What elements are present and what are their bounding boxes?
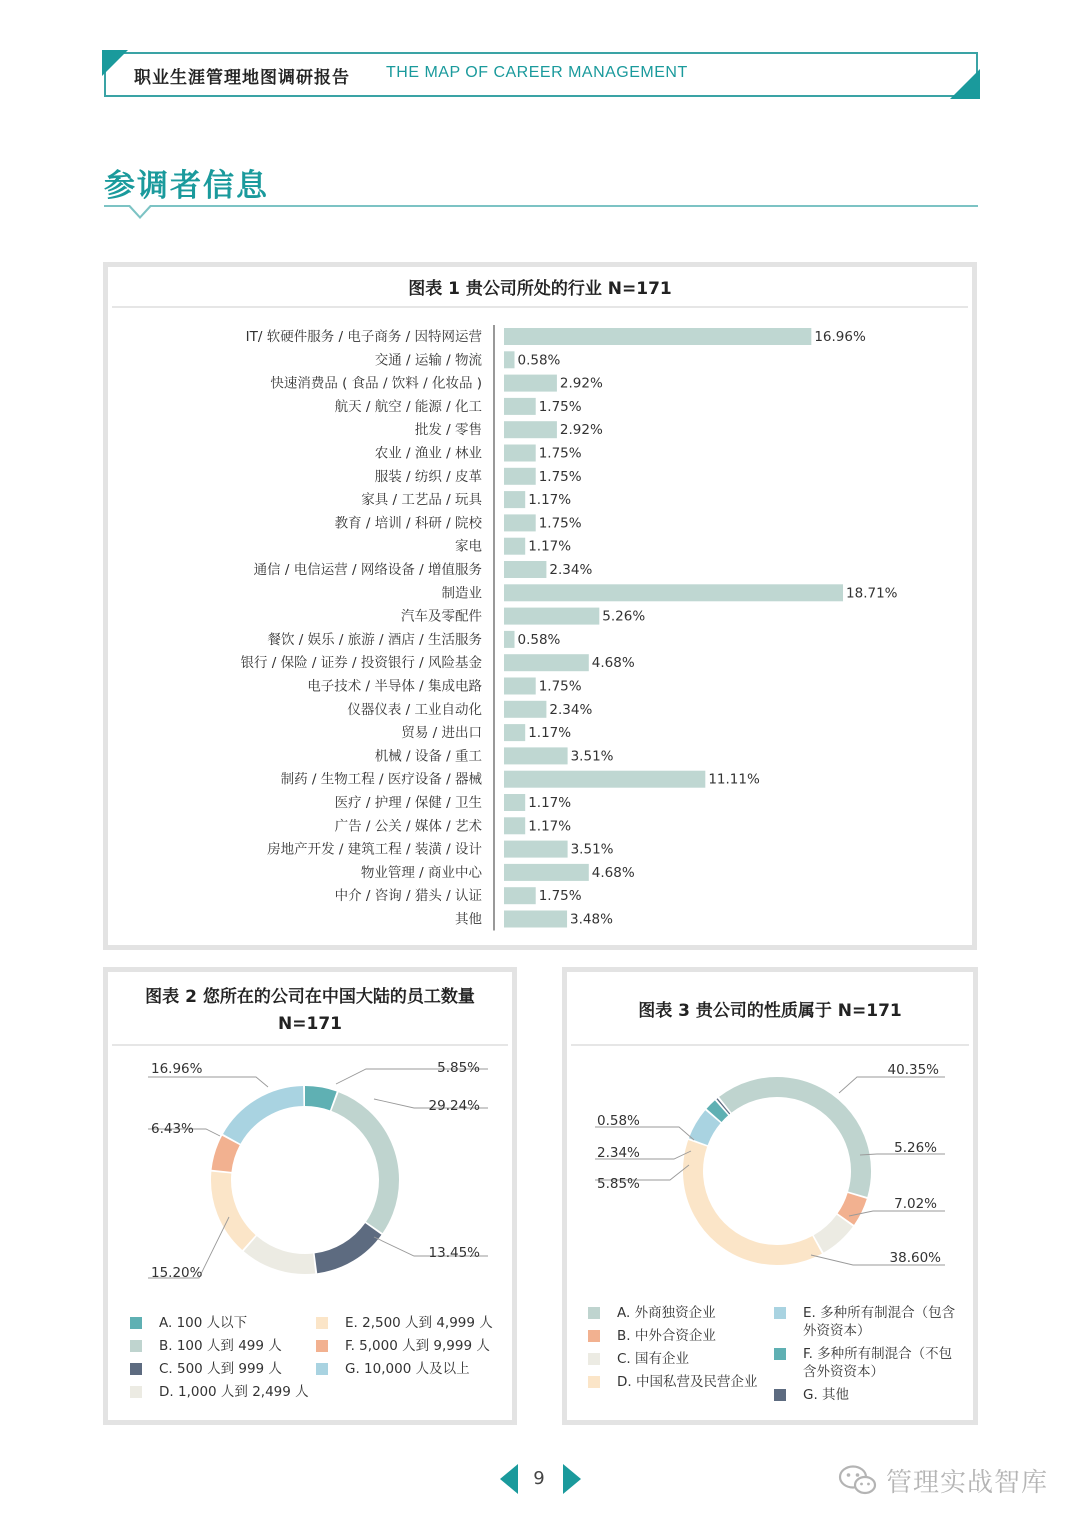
chart1-bar	[504, 631, 515, 648]
chart1-category-label: 制药 / 生物工程 / 医疗设备 / 器械	[280, 771, 482, 788]
section-title: 参调者信息	[104, 168, 269, 204]
chart1-value-label: 1.75%	[538, 678, 582, 695]
chart3-data-label: 40.35%	[887, 1062, 939, 1078]
chart1-bar	[504, 351, 515, 368]
chart1-value-label: 4.68%	[591, 864, 635, 881]
chart1-value-label: 1.75%	[538, 515, 582, 532]
chart2-data-label: 13.45%	[428, 1245, 480, 1261]
chart3-legend-swatch	[588, 1330, 600, 1342]
chart1-bar	[504, 747, 568, 764]
chart2-legend-item	[316, 1314, 493, 1332]
chart1-bar	[504, 864, 589, 881]
chart1-value-label: 1.75%	[538, 398, 582, 415]
chart1-value-label: 0.58%	[517, 631, 561, 648]
chart1-value-label: 2.34%	[549, 562, 593, 578]
chart2-data-label: 15.20%	[151, 1265, 203, 1281]
chart1-bar	[504, 771, 705, 788]
header-corner-right	[950, 69, 980, 99]
chart3-legend-swatch	[774, 1307, 786, 1319]
chart1-value-label: 11.11%	[708, 771, 760, 788]
wechat-icon	[838, 1464, 878, 1496]
previous-page-arrow-icon[interactable]	[500, 1464, 518, 1494]
chart2-legend-item	[130, 1337, 282, 1355]
chart1-bar-chart	[108, 267, 972, 945]
chart3-data-label: 7.02%	[894, 1196, 937, 1212]
chart3-legend-item	[588, 1350, 689, 1368]
chart1-value-label: 1.17%	[528, 818, 572, 835]
chart1-value-label: 2.34%	[549, 701, 593, 718]
chart1-category-label: 广告 / 公关 / 媒体 / 艺术	[334, 818, 482, 835]
chart3-data-label: 5.26%	[894, 1140, 937, 1156]
chart1-bar	[504, 561, 546, 578]
chart3-legend-item	[774, 1304, 955, 1340]
chart3-legend-label: D. 中国私营及民营企业	[617, 1374, 758, 1390]
chart2-legend-item	[316, 1360, 470, 1378]
chart2-legend-item	[130, 1383, 309, 1401]
chart1-category-label: 通信 / 电信运营 / 网络设备 / 增值服务	[253, 562, 482, 578]
chart2-legend-label: B. 100 人到 499 人	[159, 1338, 282, 1354]
chart1-value-label: 18.71%	[846, 585, 898, 602]
section-divider-notch	[128, 206, 152, 219]
chart1-value-label: 5.26%	[602, 608, 646, 625]
chart1-value-label: 1.75%	[538, 888, 582, 905]
chart2-title-line1: 图表 2 您所在的公司在中国大陆的员工数量	[145, 987, 475, 1007]
header-title-cn: 职业生涯管理地图调研报告	[134, 68, 350, 88]
chart1-category-label: IT/ 软硬件服务 / 电子商务 / 因特网运营	[245, 329, 482, 345]
chart1-category-label: 农业 / 渔业 / 林业	[374, 445, 482, 462]
chart1-value-label: 3.51%	[570, 841, 614, 858]
chart1-category-label: 批发 / 零售	[414, 422, 482, 439]
chart2-legend-item	[130, 1314, 247, 1332]
chart1-category-label: 贸易 / 进出口	[401, 725, 482, 742]
chart1-category-label: 家具 / 工艺品 / 玩具	[361, 492, 482, 509]
chart3-legend-label: E. 多种所有制混合（包含 外资资本）	[803, 1305, 956, 1339]
chart1-bar	[504, 911, 567, 928]
chart1-bar	[504, 514, 536, 531]
chart1-category-label: 其他	[455, 911, 482, 928]
chart2-legend-item	[316, 1337, 490, 1355]
chart1-bar	[504, 421, 557, 438]
section-divider	[104, 205, 978, 207]
header-corner-left	[102, 50, 128, 76]
chart2-legend-label: G. 10,000 人及以上	[345, 1361, 470, 1377]
chart2-legend-label: D. 1,000 人到 2,499 人	[159, 1384, 309, 1400]
chart3-data-label: 38.60%	[889, 1250, 941, 1266]
chart2-legend	[108, 972, 512, 1420]
chart1-category-label: 仪器仪表 / 工业自动化	[347, 701, 482, 718]
chart2-legend-swatch	[130, 1363, 142, 1375]
chart3-legend-item	[774, 1345, 952, 1381]
chart1-category-label: 服装 / 纺织 / 皮革	[374, 468, 482, 485]
chart2-legend-swatch	[130, 1317, 142, 1329]
chart1-value-label: 1.17%	[528, 795, 572, 811]
chart1-bar	[504, 794, 525, 811]
chart1-category-label: 汽车及零配件	[401, 608, 482, 625]
watermark	[838, 1462, 1048, 1498]
chart1-bar	[504, 701, 546, 718]
chart3-data-label: 2.34%	[597, 1145, 640, 1161]
report-header	[104, 52, 978, 97]
chart1-bar	[504, 491, 525, 508]
chart3-legend-label: G. 其他	[803, 1387, 850, 1403]
chart2-data-label: 29.24%	[428, 1098, 480, 1114]
chart1-category-label: 制造业	[441, 585, 482, 602]
chart2-legend-swatch	[130, 1340, 142, 1352]
chart2-legend-swatch	[130, 1386, 142, 1398]
chart1-value-label: 3.51%	[570, 748, 614, 765]
chart1-category-label: 医疗 / 护理 / 保健 / 卫生	[334, 795, 482, 811]
chart1-bar	[504, 817, 525, 834]
chart1-bar	[504, 724, 525, 741]
chart1-value-label: 0.58%	[517, 352, 561, 369]
chart3-legend-label: F. 多种所有制混合（不包 含外资资本）	[803, 1346, 953, 1380]
chart1-value-label: 1.17%	[528, 538, 572, 555]
chart1-value-label: 1.75%	[538, 468, 582, 485]
page-number: 9	[533, 1468, 545, 1489]
chart2-data-label: 5.85%	[437, 1060, 480, 1076]
chart1-value-label: 16.96%	[814, 329, 866, 345]
chart1-bar	[504, 654, 589, 671]
chart1-category-label: 航天 / 航空 / 能源 / 化工	[334, 398, 482, 415]
chart2-legend-swatch	[316, 1340, 328, 1352]
chart1-category-label: 交通 / 运输 / 物流	[374, 352, 482, 369]
chart3-title: 图表 3 贵公司的性质属于 N=171	[638, 1001, 902, 1021]
chart3-data-label: 0.58%	[597, 1113, 640, 1129]
chart3-legend-label: A. 外商独资企业	[617, 1305, 716, 1321]
chart2-legend-label: F. 5,000 人到 9,999 人	[345, 1338, 490, 1354]
chart1-category-label: 家电	[455, 538, 482, 555]
chart1-value-label: 1.75%	[538, 445, 582, 462]
chart3-legend-item	[588, 1373, 757, 1391]
chart3-legend	[567, 972, 973, 1420]
chart1-bar	[504, 841, 568, 858]
chart3-legend-item	[588, 1304, 716, 1322]
chart3-legend-swatch	[774, 1389, 786, 1401]
chart1-bar	[504, 328, 811, 345]
chart1-category-label: 中介 / 咨询 / 猎头 / 认证	[334, 888, 482, 905]
chart1-bar	[504, 887, 536, 904]
chart3-data-label: 5.85%	[597, 1176, 640, 1192]
chart2-legend-item	[130, 1360, 282, 1378]
chart1-category-label: 电子技术 / 半导体 / 集成电路	[307, 678, 482, 695]
chart1-value-label: 2.92%	[559, 375, 603, 392]
next-page-arrow-icon[interactable]	[563, 1464, 581, 1494]
chart3-panel	[562, 967, 978, 1425]
chart1-bar	[504, 468, 536, 485]
chart2-title-line2: N=171	[278, 1014, 342, 1034]
chart2-legend-swatch	[316, 1363, 328, 1375]
chart1-category-label: 快速消费品 ( 食品 / 饮料 / 化妆品 )	[270, 375, 482, 392]
chart2-panel	[103, 967, 517, 1425]
chart1-value-label: 2.92%	[559, 422, 603, 439]
chart1-bar	[504, 584, 843, 601]
chart1-category-label: 机械 / 设备 / 重工	[374, 748, 482, 765]
chart1-category-label: 餐饮 / 娱乐 / 旅游 / 酒店 / 生活服务	[267, 631, 482, 648]
chart1-bar	[504, 375, 557, 392]
chart3-legend-swatch	[588, 1307, 600, 1319]
chart1-bar	[504, 398, 536, 415]
chart3-legend-label: B. 中外合资企业	[617, 1328, 716, 1344]
chart1-bar	[504, 538, 525, 555]
chart1-value-label: 1.17%	[528, 492, 572, 509]
chart3-legend-item	[588, 1327, 716, 1345]
chart1-category-label: 教育 / 培训 / 科研 / 院校	[334, 515, 482, 532]
chart1-bar	[504, 678, 536, 695]
chart2-legend-label: C. 500 人到 999 人	[159, 1361, 282, 1377]
chart2-data-label: 6.43%	[151, 1121, 194, 1137]
chart3-legend-swatch	[588, 1376, 600, 1388]
chart2-legend-label: E. 2,500 人到 4,999 人	[345, 1315, 493, 1331]
chart2-legend-label: A. 100 人以下	[159, 1315, 248, 1331]
chart3-legend-swatch	[774, 1348, 786, 1360]
chart1-panel	[103, 262, 977, 950]
chart1-category-label: 房地产开发 / 建筑工程 / 装潢 / 设计	[267, 841, 482, 858]
watermark-text: 管理实战智库	[886, 1467, 1049, 1498]
chart1-bar	[504, 445, 536, 462]
chart3-legend-label: C. 国有企业	[617, 1351, 690, 1367]
chart1-category-label: 物业管理 / 商业中心	[360, 864, 482, 881]
chart2-data-label: 16.96%	[151, 1061, 203, 1077]
chart1-bar	[504, 608, 599, 625]
chart2-legend-swatch	[316, 1317, 328, 1329]
chart1-value-label: 4.68%	[591, 655, 635, 672]
chart3-legend-item	[774, 1386, 849, 1404]
chart1-value-label: 3.48%	[570, 911, 613, 928]
chart1-title: 图表 1 贵公司所处的行业 N=171	[408, 279, 672, 299]
header-title-en: THE MAP OF CAREER MANAGEMENT	[386, 64, 688, 81]
chart3-legend-swatch	[588, 1353, 600, 1365]
chart1-value-label: 1.17%	[528, 725, 572, 742]
chart1-category-label: 银行 / 保险 / 证券 / 投资银行 / 风险基金	[240, 655, 482, 672]
